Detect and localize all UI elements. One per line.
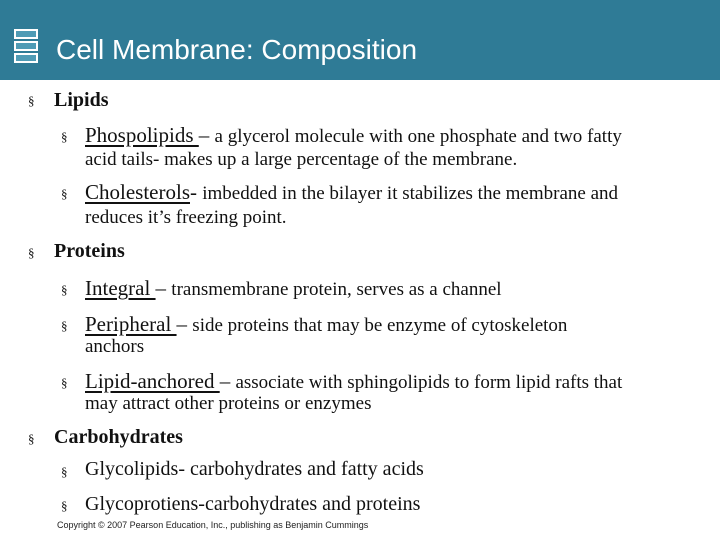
definition-continued: anchors: [85, 336, 145, 357]
term-lipid-anchored: Lipid-anchored: [85, 369, 220, 393]
heading-proteins: Proteins: [54, 240, 125, 262]
separator: –: [155, 276, 172, 300]
slide-stack-icon: [14, 27, 40, 67]
item-phospholipids: [85, 123, 622, 148]
bullet-icon: §: [61, 498, 68, 513]
definition-continued: reduces it’s freezing point.: [85, 207, 287, 228]
item-integral: [85, 276, 502, 301]
item-lipid-anchored: [85, 369, 622, 394]
definition-continued: acid tails- makes up a large percentage of the membrane.: [85, 149, 518, 170]
title-bar: [0, 0, 720, 80]
term-integral: Integral: [85, 276, 156, 300]
term-phospholipids: Phospolipids: [85, 123, 199, 147]
bullet-icon: §: [28, 245, 35, 260]
bullet-icon: §: [28, 93, 35, 108]
bullet-icon: §: [28, 431, 35, 446]
definition: imbedded in the bilayer it stabilizes the membrane and: [202, 183, 619, 204]
bullet-icon: §: [61, 186, 68, 201]
separator: –: [198, 123, 215, 147]
bullet-icon: §: [61, 318, 68, 333]
separator: –: [219, 369, 236, 393]
bullet-icon: §: [61, 282, 68, 297]
separator: -: [190, 180, 203, 204]
definition: associate with sphingolipids to form lipid rafts that: [235, 372, 623, 393]
heading-carbohydrates: Carbohydrates: [54, 426, 183, 448]
page-title: Cell Membrane: Composition: [56, 34, 418, 65]
copyright-notice: Copyright © 2007 Pearson Education, Inc., publishing as Benjamin Cummings: [57, 520, 369, 530]
definition-continued: may attract other proteins or enzymes: [85, 393, 372, 414]
separator: –: [176, 312, 193, 336]
item-glycoproteins: Glycoprotiens-carbohydrates and proteins: [85, 493, 421, 515]
heading-lipids: Lipids: [54, 89, 109, 111]
item-cholesterols: [85, 180, 618, 205]
definition: a glycerol molecule with one phosphate and two fatty: [214, 126, 622, 147]
term-cholesterols: Cholesterols: [85, 180, 190, 204]
definition: transmembrane protein, serves as a channel: [171, 279, 502, 300]
item-peripheral: [85, 312, 567, 337]
definition: side proteins that may be enzyme of cytoskeleton: [192, 315, 568, 336]
bullet-icon: §: [61, 129, 68, 144]
bullet-icon: §: [61, 375, 68, 390]
item-glycolipids: Glycolipids- carbohydrates and fatty acids: [85, 458, 424, 480]
bullet-icon: §: [61, 464, 68, 479]
term-peripheral: Peripheral: [85, 312, 177, 336]
